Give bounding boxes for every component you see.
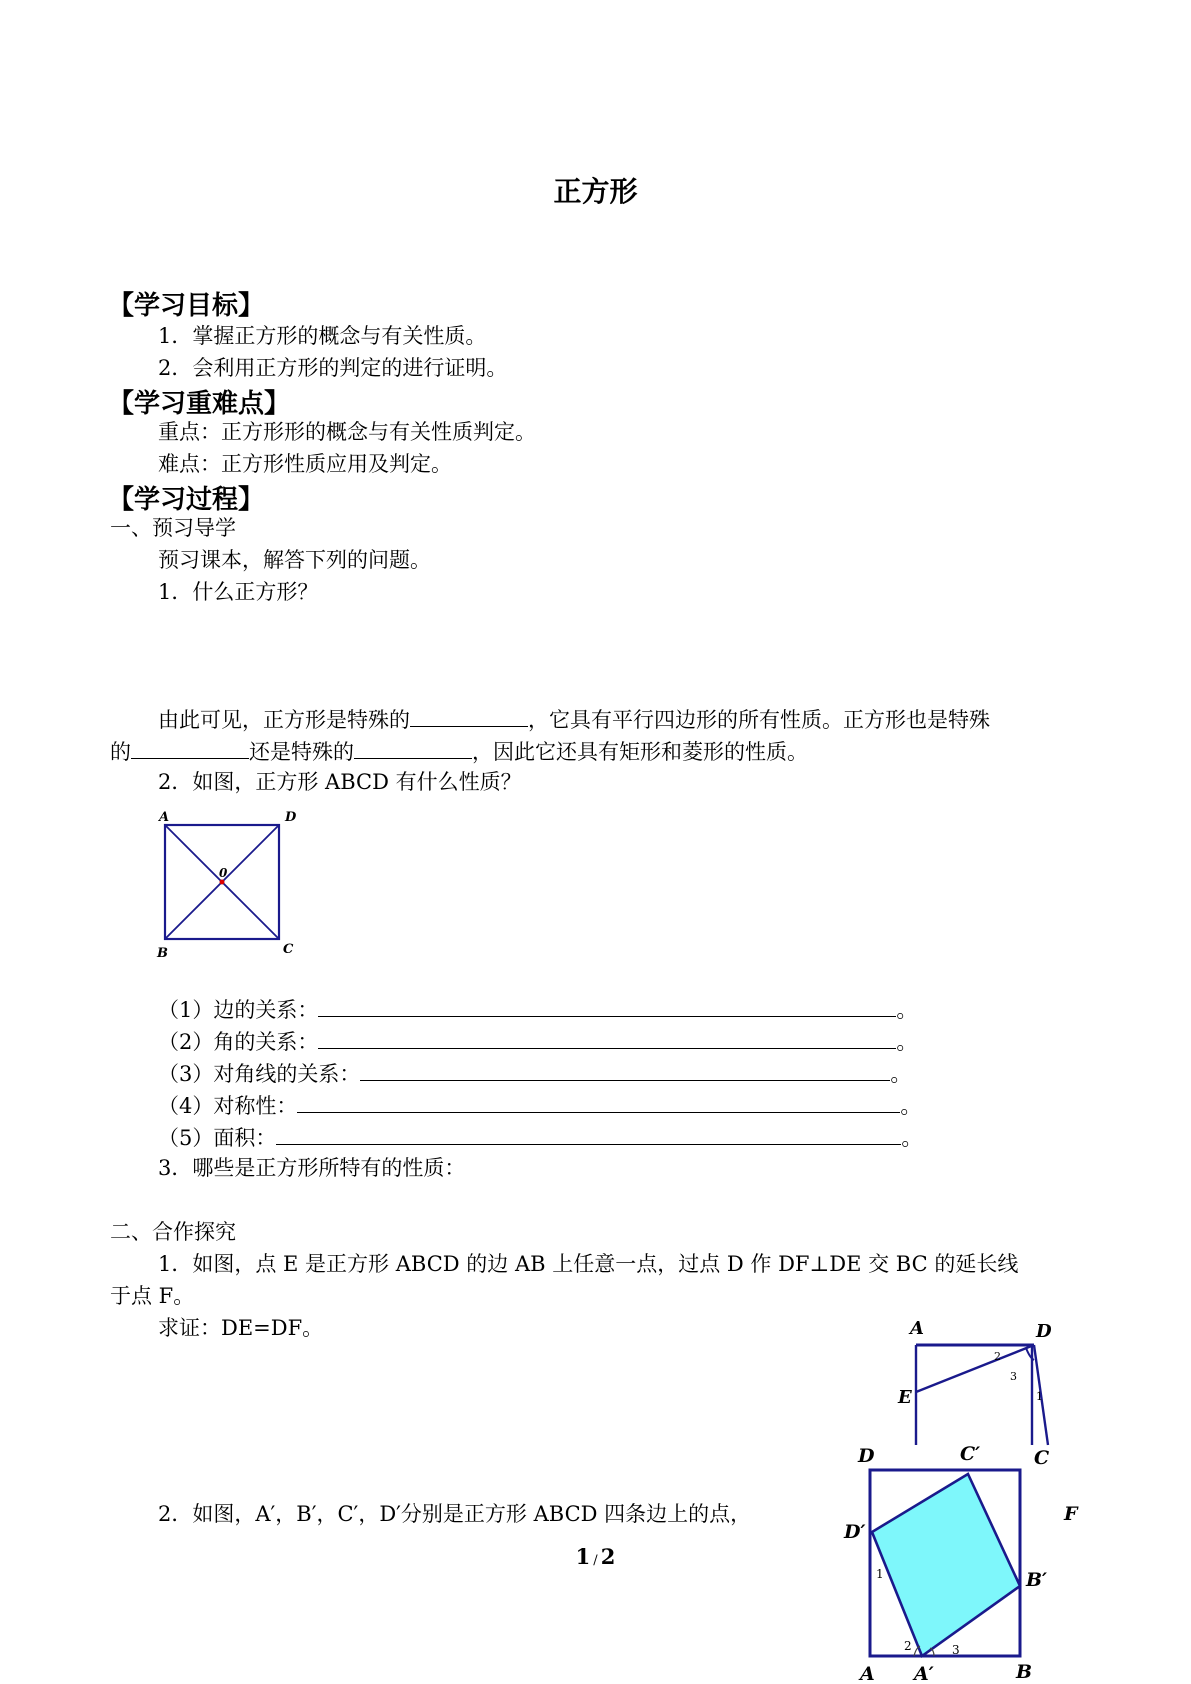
angle-2: 2 <box>904 1639 912 1653</box>
label-c: C <box>1034 1447 1050 1469</box>
prop-area <box>158 1122 922 1152</box>
label-a: A <box>860 1663 875 1684</box>
prop-sides <box>158 994 917 1024</box>
page-total: 2 <box>600 1544 616 1569</box>
segment-de <box>916 1345 1034 1392</box>
prop-label: （1）边的关系： <box>158 998 319 1022</box>
objective-1: 1．掌握正方形的概念与有关性质。 <box>158 324 487 348</box>
fill-blank[interactable] <box>354 736 472 759</box>
label-d: D <box>858 1445 875 1467</box>
prop-end: 。 <box>890 1062 912 1086</box>
para-text: 的 <box>110 740 131 764</box>
label-d: D <box>1036 1321 1052 1342</box>
page-current: 1 <box>575 1544 591 1569</box>
question-2: 2．如图，正方形 ABCD 有什么性质？ <box>158 770 522 794</box>
part2-heading: 二、合作探究 <box>110 1220 236 1244</box>
page-title: 正方形 <box>553 175 638 208</box>
question-1: 1．什么正方形？ <box>158 580 319 604</box>
problem-1-line-2: 于点 F。 <box>110 1284 195 1308</box>
problem-2-line-1: 2．如图，A′，B′，C′，D′分别是正方形 ABCD 四条边上的点， <box>158 1502 752 1526</box>
prop-label: （3）对角线的关系： <box>158 1062 361 1086</box>
para-text: 由此可见，正方形是特殊的 <box>158 708 410 732</box>
label-a-prime: A′ <box>914 1663 934 1684</box>
para-line-2 <box>110 736 808 766</box>
page-number <box>0 1544 1191 1569</box>
prop-blank[interactable] <box>318 1026 896 1049</box>
label-f: F <box>1064 1503 1078 1525</box>
prop-label: （5）面积： <box>158 1126 277 1150</box>
label-b: B <box>157 946 168 961</box>
angle-1: 1 <box>876 1567 884 1581</box>
para-text: ，因此它还具有矩形和菱形的性质。 <box>472 740 808 764</box>
label-o: 0 <box>219 866 228 880</box>
fill-blank[interactable] <box>131 736 249 759</box>
prop-end: 。 <box>900 1094 922 1118</box>
angle-3: 3 <box>952 1643 960 1657</box>
label-b-prime: B′ <box>1026 1569 1048 1591</box>
prop-blank[interactable] <box>318 994 896 1017</box>
square-figure-2 <box>880 1310 1060 1445</box>
prop-symmetry <box>158 1090 921 1120</box>
prop-end: 。 <box>896 1030 918 1054</box>
keypoint-2: 难点：正方形性质应用及判定。 <box>158 452 452 476</box>
angle-3: 3 <box>1010 1370 1017 1383</box>
part1-intro: 预习课本，解答下列的问题。 <box>158 548 431 572</box>
process-heading: 【学习过程】 <box>108 485 265 515</box>
prop-end: 。 <box>896 998 918 1022</box>
objective-2: 2．会利用正方形的判定的进行证明。 <box>158 356 508 380</box>
prop-blank[interactable] <box>360 1058 890 1081</box>
prop-blank[interactable] <box>276 1122 901 1145</box>
angle-1: 1 <box>1036 1390 1043 1403</box>
prop-label: （2）角的关系： <box>158 1030 319 1054</box>
label-a: A <box>910 1318 924 1339</box>
angle-2: 2 <box>994 1350 1001 1363</box>
problem-1-line-1: 1．如图，点 E 是正方形 ABCD 的边 AB 上任意一点，过点 D 作 DF⊥DE 交 BC 的延长线 <box>158 1252 1019 1276</box>
problem-1-prove: 求证：DE=DF。 <box>158 1316 324 1340</box>
label-d: D <box>285 810 297 825</box>
label-b: B <box>1016 1661 1033 1683</box>
keypoint-1: 重点：正方形形的概念与有关性质判定。 <box>158 420 536 444</box>
label-e: E <box>898 1387 912 1408</box>
question-3: 3．哪些是正方形所特有的性质： <box>158 1156 466 1180</box>
prop-blank[interactable] <box>297 1090 900 1113</box>
page-separator: / <box>593 1553 598 1568</box>
para-text: ，它具有平行四边形的所有性质。正方形也是特殊 <box>528 708 990 732</box>
label-d-prime: D′ <box>844 1521 866 1543</box>
prop-end: 。 <box>901 1126 923 1150</box>
prop-angles <box>158 1026 917 1056</box>
label-c-prime: C′ <box>960 1443 981 1465</box>
keypoints-heading: 【学习重难点】 <box>108 389 291 419</box>
part1-heading: 一、预习导学 <box>110 516 236 540</box>
center-point <box>220 880 225 885</box>
para-line-1 <box>158 704 990 734</box>
objectives-heading: 【学习目标】 <box>108 291 265 321</box>
label-c: C <box>283 942 294 957</box>
para-text: 还是特殊的 <box>249 740 354 764</box>
square-figure-1 <box>155 805 295 965</box>
label-a: A <box>159 810 170 825</box>
prop-label: （4）对称性： <box>158 1094 298 1118</box>
fill-blank[interactable] <box>410 704 528 727</box>
prop-diagonals <box>158 1058 911 1088</box>
